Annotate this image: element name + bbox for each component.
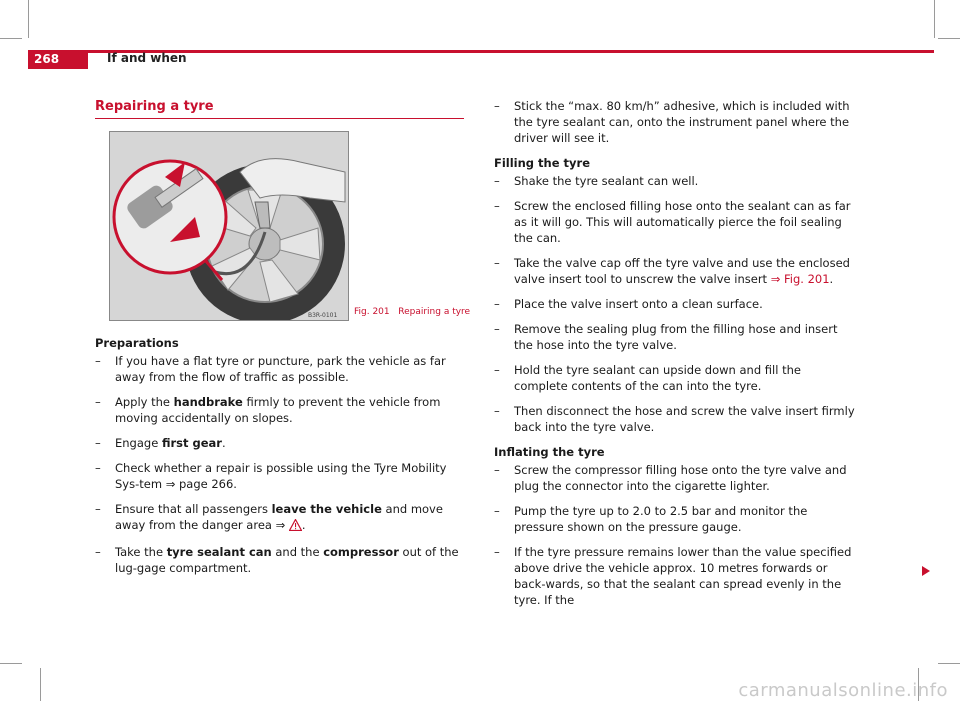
list-dash: – [494,256,500,270]
list-item-text [115,435,465,451]
list-item-text: Screw the enclosed filling hose onto the sealant can as far as it will go. This will automatically pierce the foil sealing the can. [514,199,851,245]
list-item [494,98,856,146]
inflating-heading: Inflating the tyre [494,445,605,459]
list-item-text: Hold the tyre sealant can upside down and fill the complete contents of the can into the tyre. [514,363,801,393]
figure-caption [354,307,470,317]
bold-run: leave the vehicle [271,502,382,516]
left-column [95,332,465,585]
text-run: and the [271,545,324,559]
crop-mark [0,38,22,39]
list-dash: – [95,545,101,559]
list-dash: – [494,322,500,336]
list-item [95,501,465,535]
list-item [95,435,465,451]
list-item-text [115,394,465,426]
list-item-text [115,544,465,576]
list-item [95,460,465,492]
text-run: Apply the [115,395,174,409]
bold-run: first gear [161,436,222,450]
list-item-text: Remove the sealing plug from the filling hose and insert the hose into the tyre valve. [514,322,838,352]
list-item-text: Screw the compressor filling hose onto the tyre valve and plug the connector into the cigarette lighter. [514,463,847,493]
tyre-repair-illustration [109,131,349,321]
crop-mark [934,0,935,38]
page-number: 268 [28,50,88,69]
list-dash: – [494,174,500,188]
text-run: firmly to prevent the vehicle from moving accidentally on slopes. [115,395,441,425]
filling-heading: Filling the tyre [494,156,590,170]
list-dash: – [494,99,500,113]
caption-label: Fig. 201 [354,307,390,317]
crop-mark [28,0,29,38]
list-item-text: Take the valve cap off the tyre valve and use the enclosed valve insert tool to unscrew the valve insert ⇒ Fig. 201. [514,256,850,286]
list-dash: – [494,504,500,518]
list-item-text: Stick the “max. 80 km/h” adhesive, which is included with the tyre sealant can, onto the instrument panel where the driver will see it. [514,99,850,145]
continue-arrow-icon [922,566,930,576]
list-item [494,403,856,435]
list-dash: – [494,463,500,477]
tyre-illustration-svg [110,132,349,321]
list-item-text: If the tyre pressure remains lower than the value specified above drive the vehicle approx. 10 metres forwards or back-wards, so that the sealant can spread evenly in the tyre. If the [514,545,852,607]
bold-run: tyre sealant can [166,545,272,559]
list-item [494,544,856,608]
figure-code: B3R-0101 [308,312,338,319]
watermark: carmanualsonline.info [738,680,948,701]
list-item [95,353,465,385]
text-run: Engage [115,436,162,450]
text-run: . [221,436,226,450]
right-column [494,98,856,617]
list-item [494,173,856,189]
list-item-text: Check whether a repair is possible using the Tyre Mobility Sys-tem ⇒ page 266. [115,461,447,491]
list-item-text: Pump the tyre up to 2.0 to 2.5 bar and monitor the pressure shown on the pressure gauge. [514,504,808,534]
text-run: Ensure that all passengers [115,502,272,516]
list-dash: – [494,545,500,559]
list-dash: – [494,404,500,418]
list-item [494,255,856,287]
list-item [494,198,856,246]
list-item-text: If you have a flat tyre or puncture, park the vehicle as far away from the flow of traffic as possible. [115,354,446,384]
bold-run: compressor [323,545,399,559]
list-item-text: Shake the tyre sealant can well. [514,174,699,188]
crop-mark [0,663,22,664]
text-run: Take the valve cap off the tyre valve and use the enclosed valve insert tool to unscrew the valve insert [514,256,850,286]
warning-icon[interactable] [289,519,302,535]
list-item-text: Ensure that all passengers leave the vehicle and move away from the danger area ⇒ . [115,501,465,535]
list-item [95,394,465,426]
crop-mark [40,668,41,701]
list-dash: – [494,199,500,213]
bold-run: handbrake [173,395,243,409]
list-dash: – [494,297,500,311]
text-run: and move away from the danger area ⇒ [115,502,443,532]
crop-mark [938,38,960,39]
list-item [494,462,856,494]
list-item [494,296,856,312]
section-title: Repairing a tyre [95,99,214,114]
list-dash: – [95,502,101,516]
list-item-text: Then disconnect the hose and screw the valve insert firmly back into the tyre valve. [514,404,855,434]
list-item [494,321,856,353]
list-item-text: Place the valve insert onto a clean surface. [514,297,763,311]
list-dash: – [95,395,101,409]
list-item [494,362,856,394]
list-dash: – [95,461,101,475]
caption-text: Repairing a tyre [398,307,471,317]
preparations-heading: Preparations [95,336,179,350]
crop-mark [938,663,960,664]
figure-reference-link[interactable]: ⇒ Fig. 201 [770,272,830,286]
list-dash: – [95,436,101,450]
list-item [494,503,856,535]
chapter-title: If and when [107,51,187,65]
text-run: out of the lug-gage compartment. [115,545,459,575]
section-rule [95,118,464,119]
text-run: Take the [115,545,167,559]
list-item [95,544,465,576]
list-dash: – [95,354,101,368]
list-dash: – [494,363,500,377]
